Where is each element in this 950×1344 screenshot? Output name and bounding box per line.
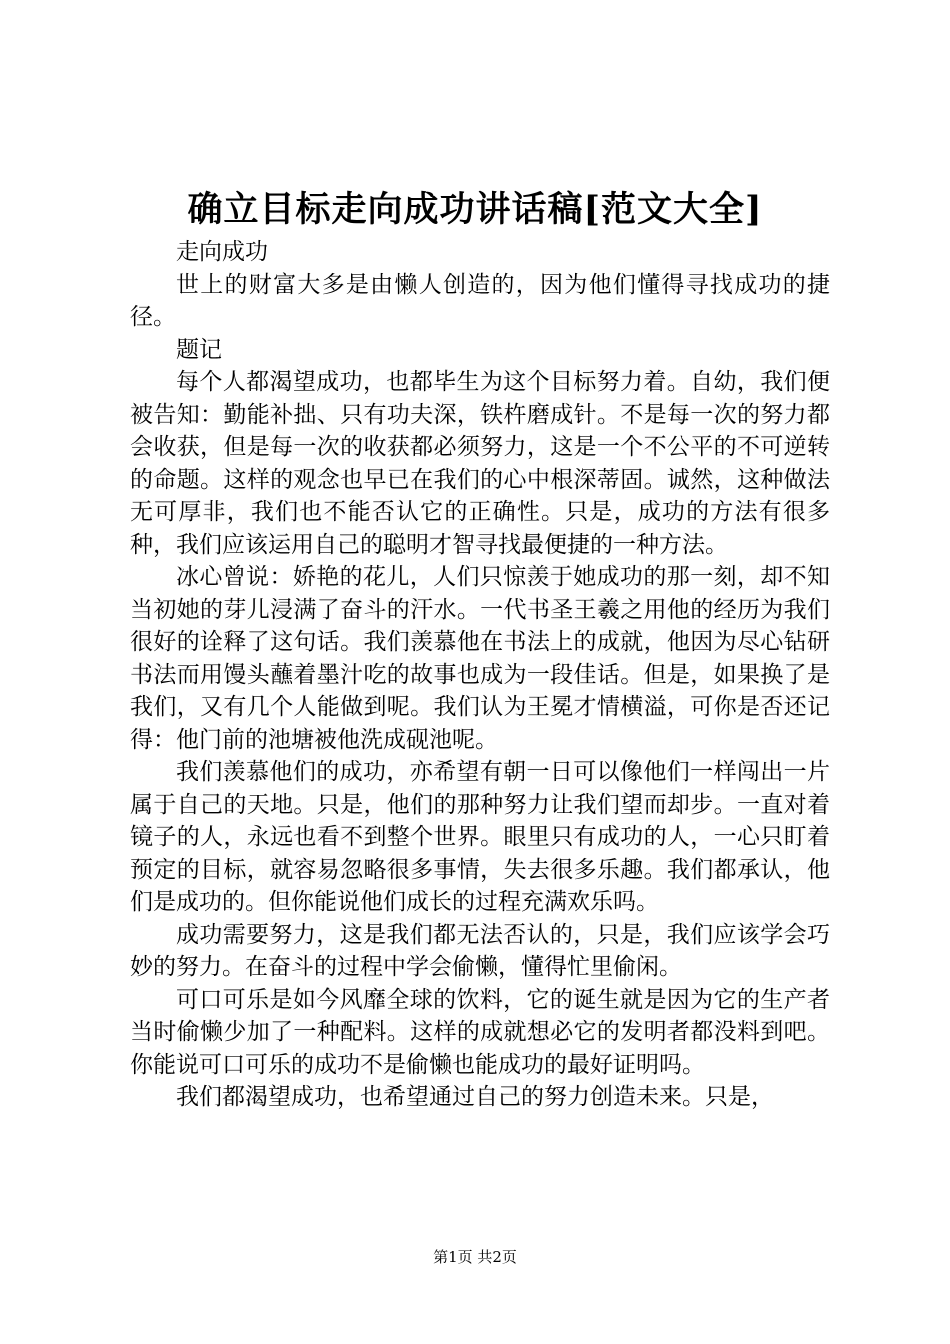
document-title: 确立目标走向成功讲话稿[范文大全] [187, 189, 763, 230]
paragraph: 可口可乐是如今风靡全球的饮料，它的诞生就是因为它的生产者当时偷懒少加了一种配料。这样的成就想必它的发明者都没料到吧。你能说可口可乐的成功不是偷懒也能成功的最好证明吗。 [130, 986, 830, 1078]
paragraph: 题记 [176, 336, 222, 363]
paragraph: 冰心曾说：娇艳的花儿，人们只惊羡于她成功的那一刻，却不知当初她的芽儿浸满了奋斗的汗水。一代书圣王羲之用他的经历为我们很好的诠释了这句话。我们羡慕他在书法上的成就，他因为尽心钻研书法而用馒头蘸着墨汁吃的故事也成为一段佳话。但是，如果换了是我们，又有几个人能做到呢。我们认为王冕才情横溢，可你是否还记得：他门前的池塘被他洗成砚池呢。 [130, 564, 830, 753]
paragraph: 走向成功 [176, 239, 268, 265]
paragraph: 世上的财富大多是由懒人创造的，因为他们懂得寻找成功的捷径。 [130, 271, 830, 330]
paragraph: 成功需要努力，这是我们都无法否认的，只是，我们应该学会巧妙的努力。在奋斗的过程中学会偷懒，懂得忙里偷闲。 [130, 921, 830, 980]
page-footer: 第1页 共2页 [433, 1248, 517, 1266]
paragraph: 我们羡慕他们的成功，亦希望有朝一日可以像他们一样闯出一片属于自己的天地。只是，他们的那种努力让我们望而却步。一直对着镜子的人，永远也看不到整个世界。眼里只有成功的人，一心只盯着预定的目标，就容易忽略很多事情，失去很多乐趣。我们都承认，他们是成功的。但你能说他们成长的过程充满欢乐吗。 [130, 759, 830, 915]
paragraph: 每个人都渴望成功，也都毕生为这个目标努力着。自幼，我们便被告知：勤能补拙、只有功夫深，铁杵磨成针。不是每一次的努力都会收获，但是每一次的收获都必须努力，这是一个不公平的不可逆转的命题。这样的观念也早已在我们的心中根深蒂固。诚然，这种做法无可厚非，我们也不能否认它的正确性。只是，成功的方法有很多种，我们应该运用自己的聪明才智寻找最便捷的一种方法。 [130, 369, 830, 558]
document-body [130, 236, 830, 1114]
paragraph: 我们都渴望成功，也希望通过自己的努力创造未来。只是， [176, 1084, 774, 1110]
